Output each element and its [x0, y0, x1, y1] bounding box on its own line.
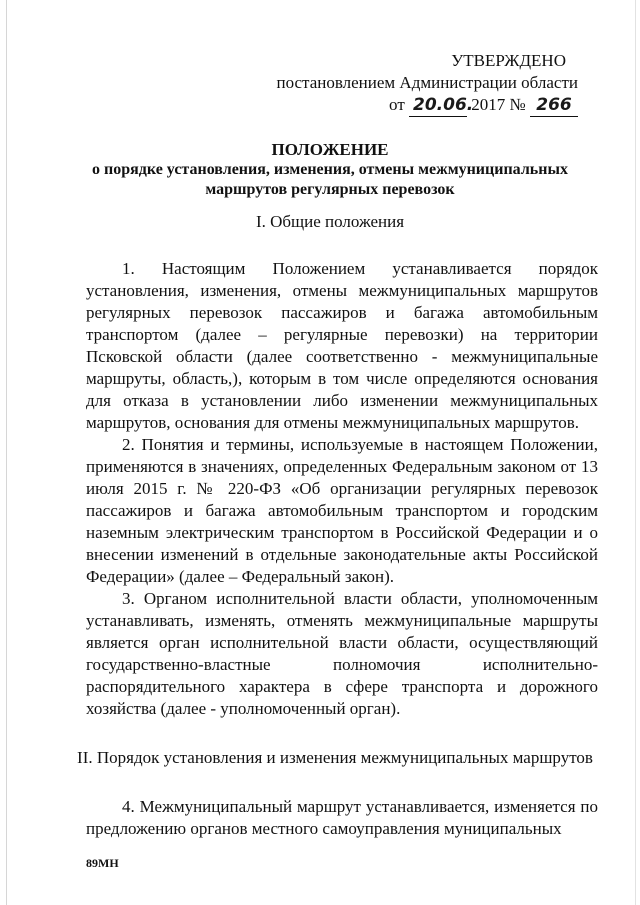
approval-stamp [276, 50, 578, 117]
year-text: 2017 № [471, 95, 526, 114]
handwritten-number: 266 [530, 94, 578, 117]
section-heading-1: I. Общие положения [255, 212, 405, 231]
approved-word: УТВЕРЖДЕНО [451, 51, 566, 70]
handwritten-date: 20.06. [409, 94, 467, 117]
scan-edge-left [6, 0, 7, 905]
title-subtitle: о порядке установления, изменения, отмены межмуниципальных маршрутов регулярных перевозок [92, 161, 568, 198]
title-heading: ПОЛОЖЕНИЕ [271, 140, 389, 159]
section-heading-2: II. Порядок установления и изменения межмуниципальных маршрутов [77, 748, 593, 767]
paragraph-2: 2. Понятия и термины, используемые в настоящем Положении, применяются в значениях, определенных Федеральным законом от 13 июля 2015 г. № 220-ФЗ «Об организации регулярных перевозок пассажиров и багажа автомобильным транспортом и городским наземным электрическим транспортом в Российской Федерации и о внесении изменений в отдельные законодательные акты Российской Федерации» (далее – Федеральный закон). [86, 435, 598, 586]
footer-code: 89МН [86, 856, 119, 870]
approved-by: постановлением Администрации области [276, 73, 578, 92]
approval-date-line [276, 94, 578, 117]
paragraph-4: 4. Межмуниципальный маршрут устанавливается, изменяется по предложению органов местного самоуправления муниципальных [86, 797, 598, 838]
paragraph-3: 3. Органом исполнительной власти области, уполномоченным устанавливать, изменять, отменять межмуниципальные маршруты является орган исполнительной власти области, осуществляющий государственно-властные полномочия исполнительно-распорядительного характера в сфере транспорта и дорожного хозяйства (далее - уполномоченный орган). [86, 589, 598, 718]
section-2-body [86, 796, 598, 840]
paragraph-1: 1. Настоящим Положением устанавливается порядок установления, изменения, отмены межмуниципальных маршрутов регулярных перевозок пассажиров и багажа автомобильным транспортом (далее – регулярные перевозки) на территории Псковской области (далее соответственно - межмуниципальные маршруты, область,), которым в том числе определяются основания для отказа в установлении либо изменении межмуниципальных маршрутов, основания для отмены межмуниципальных маршрутов. [86, 259, 598, 432]
section-1-body [86, 258, 598, 720]
document-title [60, 140, 600, 200]
date-prefix: от [389, 95, 405, 114]
scan-edge-right [635, 0, 636, 905]
